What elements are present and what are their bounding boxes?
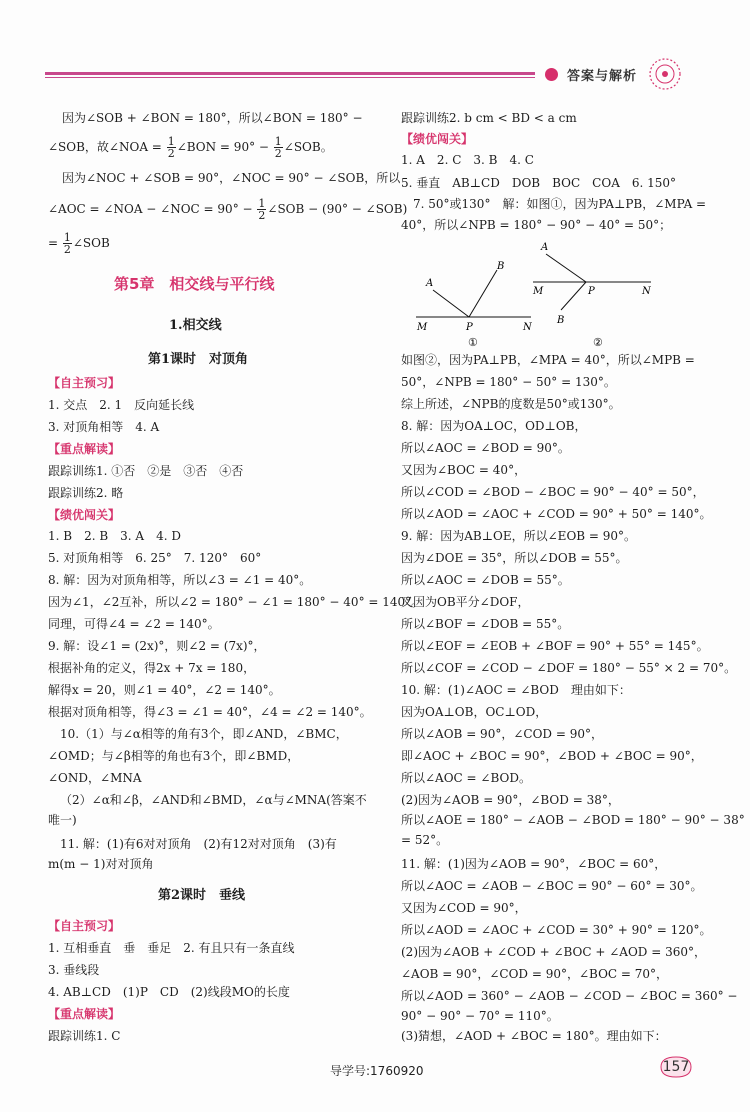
text-line: 所以∠AOC = ∠AOB − ∠BOC = 90° − 60° = 30°。 xyxy=(401,879,703,893)
text-line: ∠AOC = ∠NOA − ∠NOC = 90° − $\frac{1}{2}$ ∠SOB − (90° − ∠SOB) xyxy=(48,197,408,222)
text-line: (2)因为∠AOB = 90°，∠BOD = 38°， xyxy=(401,793,620,807)
text-line: 解得x = 20，则∠1 = 40°，∠2 = 140°。 xyxy=(48,683,281,697)
text-line: 即∠AOC + ∠BOC = 90°，∠BOD + ∠BOC = 90°， xyxy=(401,749,703,763)
text-line: 11. 解：(1)因为∠AOB = 90°，∠BOC = 60°， xyxy=(401,857,667,871)
text-line: 1. A 2. C 3. B 4. C xyxy=(401,153,534,167)
label-M: M xyxy=(533,286,544,297)
text-line: 5. 垂直 AB⊥CD DOB BOC COA 6. 150° xyxy=(401,176,677,190)
section-tag: 【绩优闯关】 xyxy=(401,132,474,146)
text-line: (2)因为∠AOB + ∠COD + ∠BOC + ∠AOD = 360°， xyxy=(401,945,707,959)
figure-caption: ① xyxy=(468,336,478,349)
text-line: 1. 交点 2. 1 反向延长线 xyxy=(48,398,195,412)
fraction: $\frac{1}{2}$ xyxy=(63,231,71,256)
text-line: 如图②，因为PA⊥PB，∠MPA = 40°，所以∠MPB = xyxy=(401,353,695,367)
text-line: ∠SOB，故∠NOA = $\frac{1}{2}$ ∠BON = 90° − $\frac{1}{2}$ ∠SOB。 xyxy=(48,135,333,160)
text-line: 综上所述，∠NPB的度数是50°或130°。 xyxy=(401,397,621,411)
text-line: 所以∠COD = ∠BOD − ∠BOC = 90° − 40° = 50°， xyxy=(401,485,705,499)
text-line: 11. 解：(1)有6对对顶角 (2)有12对对顶角 (3)有 xyxy=(60,837,337,851)
text-line: 因为∠SOB + ∠BON = 180°，所以∠BON = 180° − xyxy=(62,111,363,125)
text-line: 所以∠AOC = ∠BOD = 90°。 xyxy=(401,441,570,455)
label-P: P xyxy=(588,286,595,297)
section-tag: 【重点解读】 xyxy=(48,442,121,456)
label-N: N xyxy=(642,286,651,297)
text-line: 所以∠EOF = ∠EOB + ∠BOF = 90° + 55° = 145°。 xyxy=(401,639,709,653)
text-line: 3. 垂线段 xyxy=(48,963,100,977)
section-tag: 【重点解读】 xyxy=(48,1007,121,1021)
text-line: （2）∠α和∠β，∠AND和∠BMD，∠α与∠MNA(答案不 xyxy=(60,793,367,807)
header-rule-thin xyxy=(45,77,535,78)
text-line: 90° − 90° − 70° = 110°。 xyxy=(401,1009,559,1023)
figure-caption: ② xyxy=(593,336,603,349)
lesson-title: 第1课时 对顶角 xyxy=(148,352,249,367)
text-line: 跟踪训练1. C xyxy=(48,1029,121,1043)
text-line: 因为OA⊥OB，OC⊥OD， xyxy=(401,705,548,719)
header-title: 答案与解析 xyxy=(567,69,638,84)
text-line: 9. 解：设∠1 = (2x)°，则∠2 = (7x)°， xyxy=(48,639,266,653)
text-line: = $\frac{1}{2}$ ∠SOB xyxy=(48,231,110,256)
text-line: 1. 互相垂直 垂 垂足 2. 有且只有一条直线 xyxy=(48,941,295,955)
header-bullet xyxy=(545,68,558,81)
text-line: 所以∠AOC = ∠DOB = 55°。 xyxy=(401,573,570,587)
text-line: ∠AOB = 90°，∠COD = 90°，∠BOC = 70°， xyxy=(401,967,669,981)
text-line: 所以∠BOF = ∠DOB = 55°。 xyxy=(401,617,570,631)
section-tag: 【自主预习】 xyxy=(48,376,121,390)
figure-2 xyxy=(532,242,652,349)
header-rule xyxy=(45,72,535,75)
text-line: 所以∠COF = ∠COD − ∠DOF = 180° − 55° × 2 = 70°。 xyxy=(401,661,737,675)
text-line: 因为∠NOC + ∠SOB = 90°，∠NOC = 90° − ∠SOB，所以 xyxy=(62,171,401,185)
label-M: M xyxy=(417,322,428,333)
text-line: 4. AB⊥CD (1)P CD (2)线段MO的长度 xyxy=(48,985,290,999)
label-P: P xyxy=(466,322,473,333)
text-line: 所以∠AOE = 180° − ∠AOB − ∠BOD = 180° − 90° − 38° xyxy=(401,813,745,827)
page-number: 157 xyxy=(662,1059,690,1075)
section-tag: 【绩优闯关】 xyxy=(48,508,121,522)
text-line: (3)猜想，∠AOD + ∠BOC = 180°。理由如下： xyxy=(401,1029,667,1043)
section-tag: 【自主预习】 xyxy=(48,919,121,933)
fraction: $\frac{1}{2}$ xyxy=(274,135,282,160)
text-line: = 52°。 xyxy=(401,833,449,847)
label-B: B xyxy=(497,261,505,272)
chapter-title: 第5章 相交线与平行线 xyxy=(114,275,275,293)
text-line: 8. 解：因为OA⊥OC，OD⊥OB， xyxy=(401,419,587,433)
text-line: 所以∠AOC = ∠BOD。 xyxy=(401,771,531,785)
text-line: 唯一) xyxy=(48,813,77,827)
text-line: 跟踪训练1. ①否 ②是 ③否 ④否 xyxy=(48,464,244,478)
text-line: 因为∠1，∠2互补，所以∠2 = 180° − ∠1 = 180° − 40° = 140°。 xyxy=(48,595,424,609)
text-line: 5. 对顶角相等 6. 25° 7. 120° 60° xyxy=(48,551,262,565)
text-line: 50°，∠NPB = 180° − 50° = 130°。 xyxy=(401,375,616,389)
text-line: 9. 解：因为AB⊥OE，所以∠EOB = 90°。 xyxy=(401,529,637,543)
text-line: 同理，可得∠4 = ∠2 = 140°。 xyxy=(48,617,220,631)
text-line: 1. B 2. B 3. A 4. D xyxy=(48,529,181,543)
label-A: A xyxy=(541,242,549,253)
text-line: 8. 解：因为对顶角相等，所以∠3 = ∠1 = 40°。 xyxy=(48,573,312,587)
lesson-title: 第2课时 垂线 xyxy=(158,888,246,903)
text-line: 跟踪训练2. 略 xyxy=(48,486,124,500)
geometry-figures xyxy=(411,242,691,352)
text-line: 3. 对顶角相等 4. A xyxy=(48,420,160,434)
text-line: 根据对顶角相等，得∠3 = ∠1 = 40°，∠4 = ∠2 = 140°。 xyxy=(48,705,372,719)
text-line: 因为∠DOE = 35°，所以∠DOB = 55°。 xyxy=(401,551,628,565)
text-line: 所以∠AOB = 90°，∠COD = 90°， xyxy=(401,727,603,741)
text-line: 所以∠AOD = ∠AOC + ∠COD = 30° + 90° = 120°。 xyxy=(401,923,712,937)
header-logo-icon xyxy=(646,55,684,93)
fraction: $\frac{1}{2}$ xyxy=(167,135,175,160)
text-line: 又因为∠COD = 90°， xyxy=(401,901,527,915)
text-line: 7. 50°或130° 解：如图①，因为PA⊥PB，∠MPA = xyxy=(413,197,707,211)
figure-1 xyxy=(416,261,533,349)
page-number-badge xyxy=(657,1054,695,1080)
label-B: B xyxy=(557,315,565,326)
label-A: A xyxy=(426,278,434,289)
text-line: 10. 解：(1)∠AOC = ∠BOD 理由如下： xyxy=(401,683,631,697)
text-line: 又因为OB平分∠DOF， xyxy=(401,595,530,609)
fraction: $\frac{1}{2}$ xyxy=(258,197,266,222)
text-line: 所以∠AOD = 360° − ∠AOB − ∠COD − ∠BOC = 360° − xyxy=(401,989,738,1003)
text-line: 40°，所以∠NPB = 180° − 90° − 40° = 50°； xyxy=(401,218,672,232)
text-line: ∠OND，∠MNA xyxy=(48,771,142,785)
text-line: 又因为∠BOC = 40°， xyxy=(401,463,527,477)
text-line: 跟踪训练2. b cm < BD < a cm xyxy=(401,111,577,125)
section-title: 1.相交线 xyxy=(169,318,222,333)
text-line: 根据补角的定义，得2x + 7x = 180， xyxy=(48,661,256,675)
text-line: ∠OMD；与∠β相等的角也有3个，即∠BMD， xyxy=(48,749,300,763)
text-line: m(m − 1)对对顶角 xyxy=(48,857,154,871)
text-line: 10.（1）与∠α相等的角有3个，即∠AND，∠BMC， xyxy=(60,727,348,741)
guide-number: 导学号:1760920 xyxy=(330,1064,424,1078)
text-line: 所以∠AOD = ∠AOC + ∠COD = 90° + 50° = 140°。 xyxy=(401,507,712,521)
label-N: N xyxy=(523,322,532,333)
